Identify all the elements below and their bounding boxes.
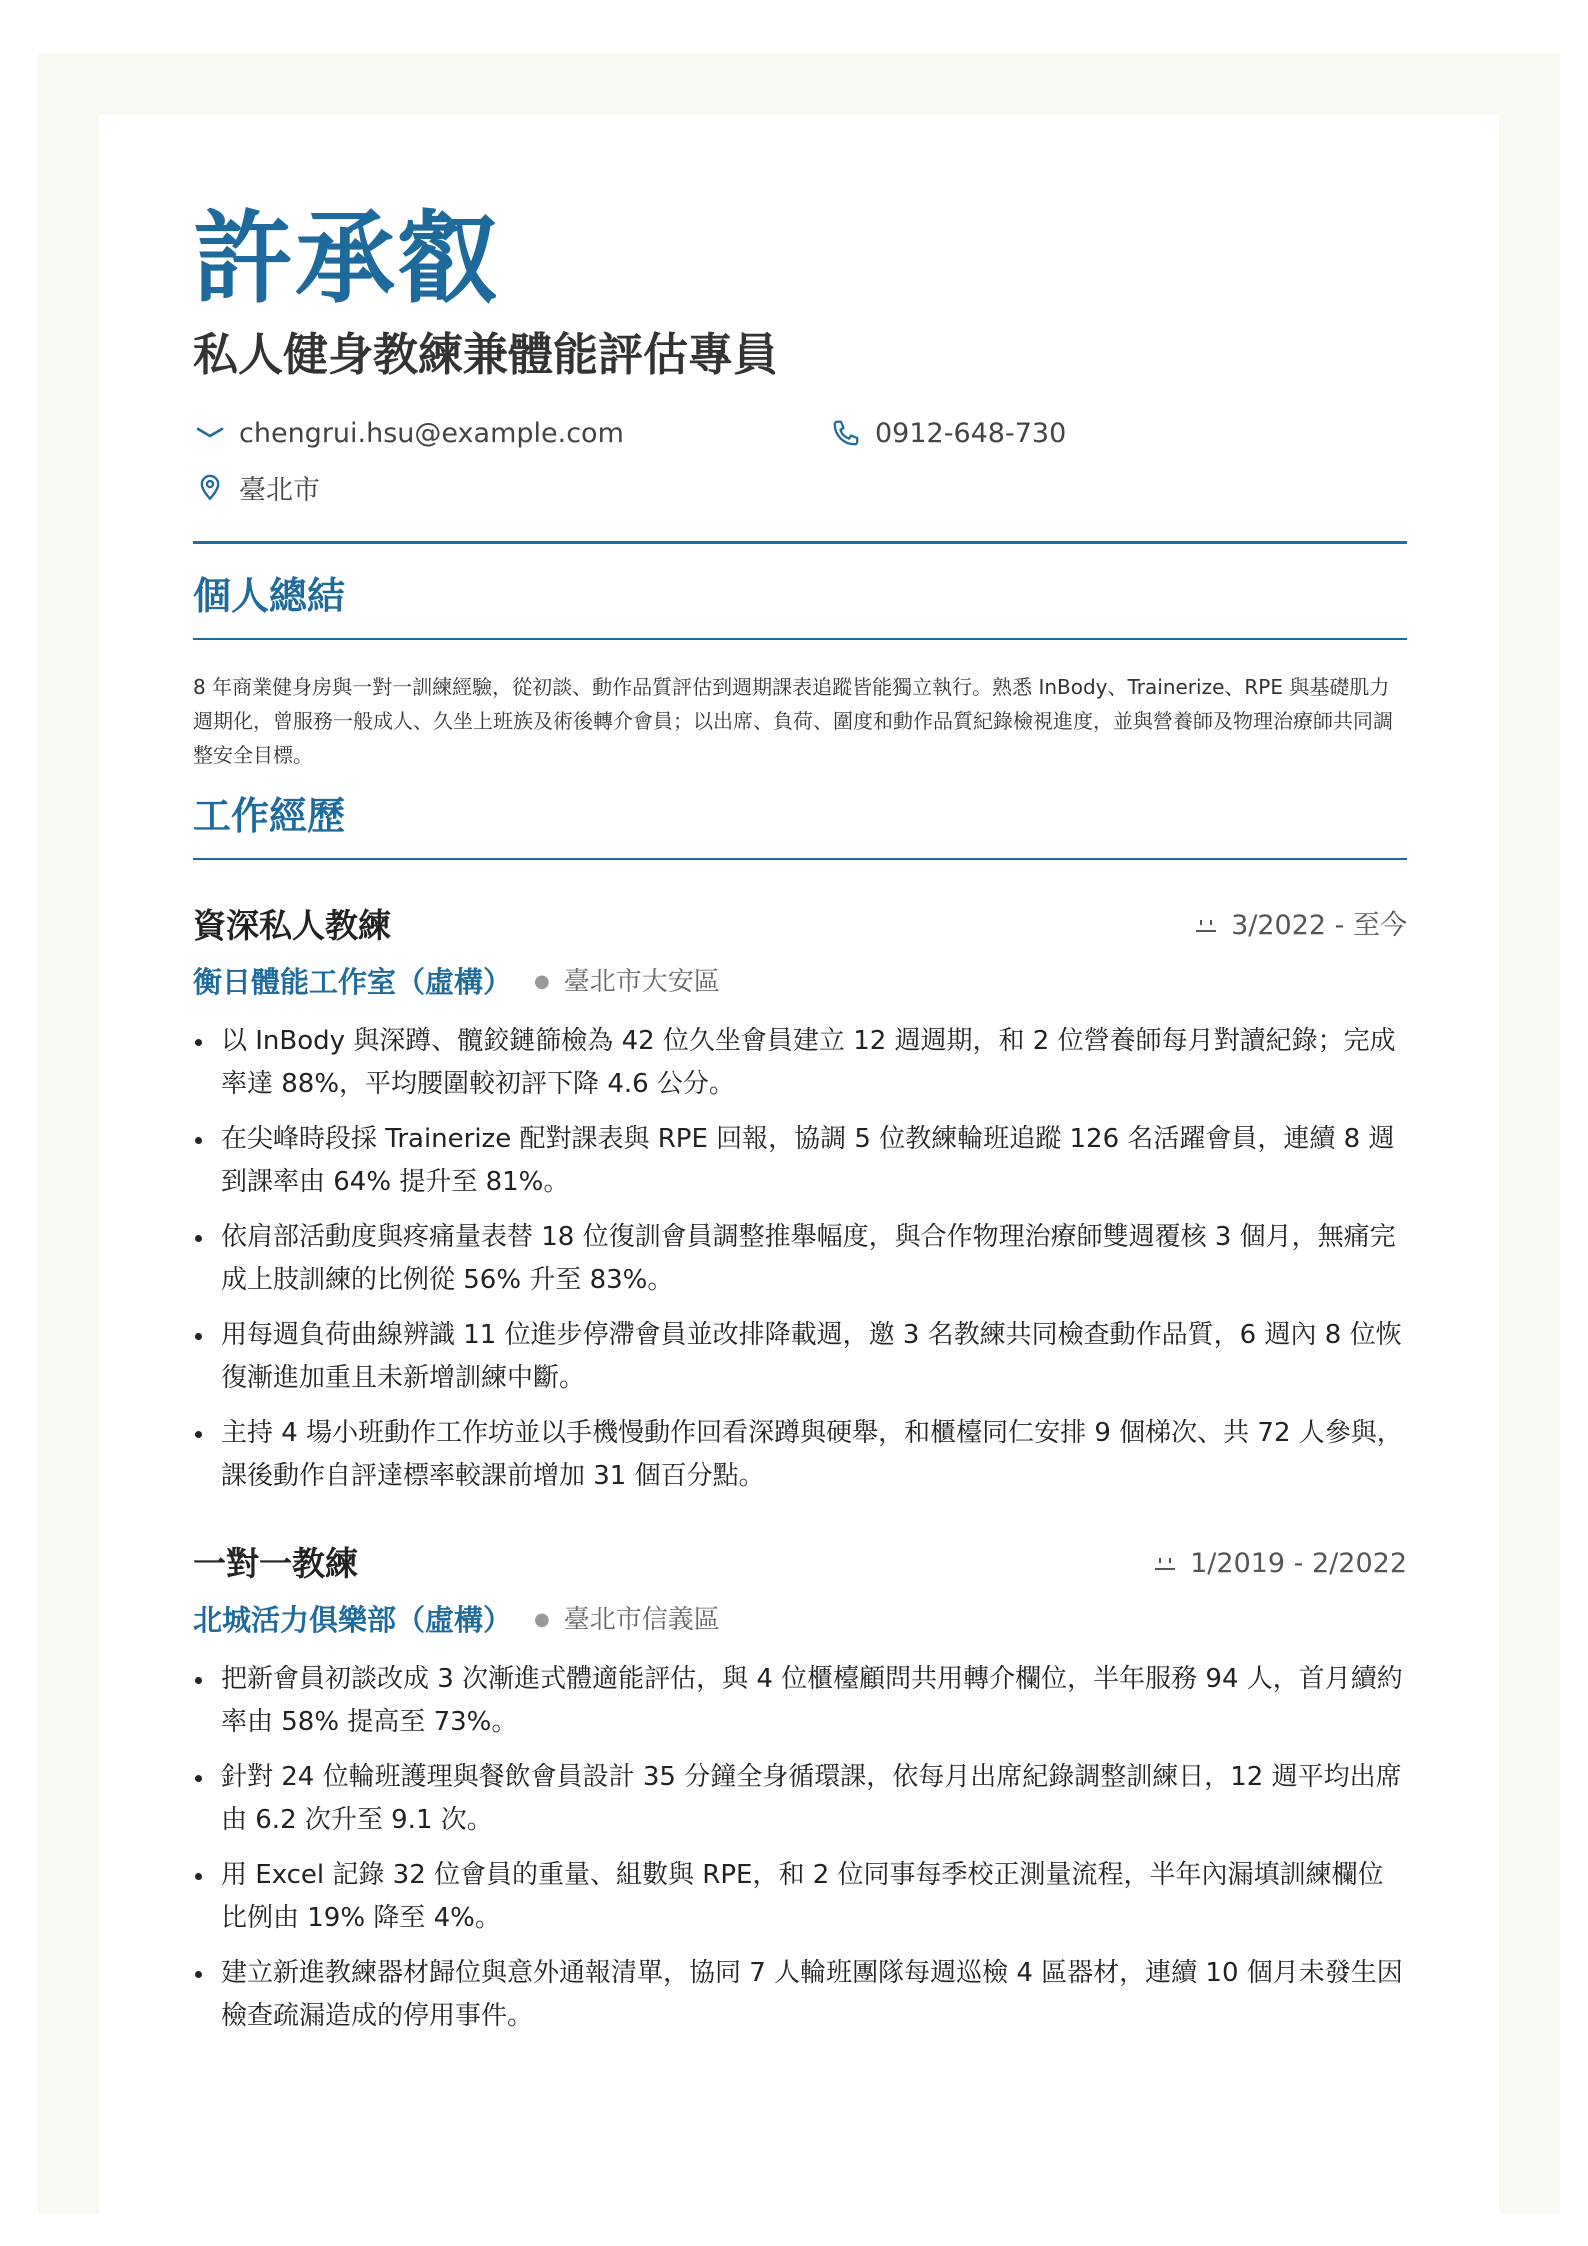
job-organization — [193, 962, 1407, 1002]
job-header — [193, 904, 1407, 948]
chevron-mail-icon — [193, 416, 227, 450]
org-location: 臺北市大安區 — [563, 967, 720, 997]
resume-content — [193, 200, 1407, 2050]
job-entry — [193, 1542, 1407, 2038]
org-name: 衡日體能工作室（虛構） — [193, 965, 513, 999]
job-title-headline: 私人健身教練兼體能評估專員 — [193, 328, 779, 381]
list-item: 以 InBody 與深蹲、髖鉸鏈篩檢為 42 位久坐會員建立 12 週週期，和 2 位營養師每月對讀紀錄；完成率達 88%，平均腰圍較初評下降 4.6 公分。 — [193, 1020, 1407, 1106]
phone-text: 0912-648-730 — [875, 417, 1067, 449]
job-bullets — [193, 1020, 1407, 1498]
separator-dot: ● — [534, 1609, 550, 1630]
candidate-name: 許承叡 — [193, 200, 499, 317]
list-item: 主持 4 場小班動作工作坊並以手機慢動作回看深蹲與硬舉，和櫃檯同仁安排 9 個梯次、共 72 人參與，課後動作自評達標率較課前增加 31 個百分點。 — [193, 1412, 1407, 1498]
summary-text: 8 年商業健身房與一對一訓練經驗，從初談、動作品質評估到週期課表追蹤皆能獨立執行。熟悉 InBody、Trainerize、RPE 與基礎肌力週期化，曾服務一般成人、久坐上班族及術後轉介會員；以出席、負荷、圍度和動作品質紀錄檢視進度，並與營養師及物理治療師共同調整安全目標。 — [193, 675, 1393, 767]
email-text: chengrui.hsu@example.com — [239, 417, 624, 449]
summary-divider — [193, 638, 1407, 640]
list-item: 在尖峰時段採 Trainerize 配對課表與 RPE 回報，協調 5 位教練輪班追蹤 126 名活躍會員，連續 8 週到課率由 64% 提升至 81%。 — [193, 1118, 1407, 1204]
list-item: 依肩部活動度與疼痛量表替 18 位復訓會員調整推舉幅度，與合作物理治療師雙週覆核 3 個月，無痛完成上肢訓練的比例從 56% 升至 83%。 — [193, 1216, 1407, 1302]
contact-phone[interactable] — [829, 413, 1066, 453]
list-item: 針對 24 位輪班護理與餐飲會員設計 35 分鐘全身循環課，依每月出席紀錄調整訓練日，12 週平均出席由 6.2 次升至 9.1 次。 — [193, 1756, 1407, 1842]
job-date-text: 1/2019 - 2/2022 — [1190, 1548, 1407, 1579]
experience-divider — [193, 858, 1407, 860]
resume-page — [99, 115, 1499, 2214]
map-pin-icon — [193, 470, 227, 504]
list-item: 建立新進教練器材歸位與意外通報清單，協同 7 人輪班團隊每週巡檢 4 區器材，連續 10 個月未發生因檢查疏漏造成的停用事件。 — [193, 1952, 1407, 2038]
list-item: 把新會員初談改成 3 次漸進式體適能評估，與 4 位櫃檯顧問共用轉介欄位，半年服務 94 人，首月續約率由 58% 提高至 73%。 — [193, 1658, 1407, 1744]
job-bullets — [193, 1658, 1407, 2038]
calendar-icon — [1195, 918, 1217, 934]
contact-email[interactable] — [193, 413, 624, 453]
separator-dot: ● — [534, 971, 550, 992]
org-location: 臺北市信義區 — [563, 1605, 720, 1635]
header-divider — [193, 541, 1407, 544]
calendar-icon — [1154, 1556, 1176, 1572]
job-title: 一對一教練 — [193, 1544, 358, 1583]
phone-icon — [829, 416, 863, 450]
job-date — [1154, 1544, 1407, 1584]
location-text: 臺北市 — [239, 474, 320, 506]
contact-location — [193, 467, 320, 507]
contact-info — [193, 413, 1407, 523]
list-item: 用 Excel 記錄 32 位會員的重量、組數與 RPE，和 2 位同事每季校正測量流程，半年內漏填訓練欄位比例由 19% 降至 4%。 — [193, 1854, 1407, 1940]
job-header — [193, 1542, 1407, 1586]
job-entry — [193, 904, 1407, 1498]
job-date — [1195, 906, 1407, 946]
list-item: 用每週負荷曲線辨識 11 位進步停滯會員並改排降載週，邀 3 名教練共同檢查動作品質，6 週內 8 位恢復漸進加重且未新增訓練中斷。 — [193, 1314, 1407, 1400]
summary-heading: 個人總結 — [193, 574, 346, 618]
job-date-text: 3/2022 - 至今 — [1231, 910, 1407, 941]
job-title: 資深私人教練 — [193, 906, 391, 945]
org-name: 北城活力俱樂部（虛構） — [193, 1603, 513, 1637]
experience-heading: 工作經歷 — [193, 794, 346, 838]
job-organization — [193, 1600, 1407, 1640]
